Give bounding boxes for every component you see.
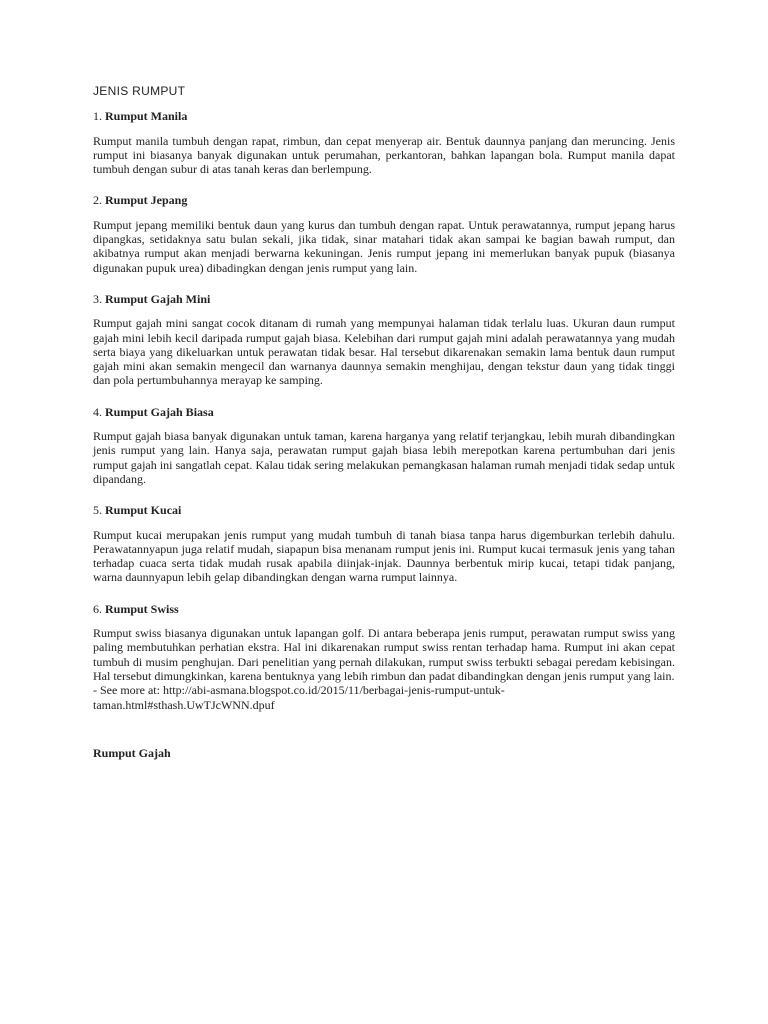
section-name: Rumput Gajah Biasa xyxy=(105,404,214,419)
section-heading xyxy=(93,109,675,123)
document-page xyxy=(93,84,675,760)
spacer xyxy=(93,712,675,746)
section-heading xyxy=(93,405,675,419)
section-number: 5. xyxy=(93,503,105,518)
section-heading xyxy=(93,503,675,517)
section-body: Rumput swiss biasanya digunakan untuk lapangan golf. Di antara beberapa jenis rumput, perawatan rumput swiss yang paling membutuhkan perhatian ekstra. Hal ini dikarenakan rumput swiss rentan terhadap hama. Rumput ini akan cepat tumbuh di musim penghujan. Dari penelitian yang pernah dilakukan, rumput swiss terbukti sebagai peredam kebisingan. Hal tersebut dimungkinkan, karena bentuknya yang lebih rimbun dan padat dibandingkan dengan jenis rumput yang lain. xyxy=(93,626,675,683)
section-number: 6. xyxy=(93,601,105,616)
section-number: 4. xyxy=(93,404,105,419)
section-body: Rumput gajah biasa banyak digunakan untuk taman, karena harganya yang relatif terjangkau, lebih murah dibandingkan jenis rumput yang lain. Hanya saja, perawatan rumput gajah biasa lebih merepotkan karena pertumbuhan dari jenis rumput gajah ini sangatlah cepat. Kalau tidak sering melakukan pemangkasan halaman rumah menjadi tidak sedap untuk dipandang. xyxy=(93,429,675,486)
final-heading: Rumput Gajah xyxy=(93,745,171,760)
section-body: Rumput gajah mini sangat cocok ditanam di rumah yang mempunyai halaman tidak terlalu luas. Ukuran daun rumput gajah mini lebih kecil daripada rumput gajah biasa. Kelebihan dari rumput gajah mini adalah perawatannya yang mudah serta biaya yang dikeluarkan untuk perawatan tidak besar. Hal tersebut dikarenakan semakin lama bentuk daun rumput gajah mini akan semakin mengecil dan warnanya daunnya semakin menghijau, dengan tekstur daun yang tidak tinggi dan pola pertumbuhannya merayap ke samping. xyxy=(93,316,675,388)
section-number: 2. xyxy=(93,193,105,208)
section-body: Rumput jepang memiliki bentuk daun yang kurus dan tumbuh dengan rapat. Untuk perawatannya, rumput jepang harus dipangkas, setidaknya satu bulan sekali, jika tidak, sinar matahari tidak akan sampai ke bagian bawah rumput, dan akibatnya rumput akan menjadi berwarna kekuningan. Jenis rumput jepang ini memerlukan banyak pupuk (biasanya digunakan pupuk urea) dibadingkan dengan jenis rumput yang lain. xyxy=(93,217,675,275)
section-number: 1. xyxy=(93,109,105,124)
section-name: Rumput Jepang xyxy=(105,193,188,208)
section-heading xyxy=(93,193,675,207)
section-number: 3. xyxy=(93,291,105,306)
section-heading xyxy=(93,292,675,306)
section-heading xyxy=(93,602,675,616)
section-name: Rumput Manila xyxy=(105,109,188,124)
document-title: JENIS RUMPUT xyxy=(93,84,186,98)
source-link-line-2: taman.html#sthash.UwTJcWNN.dpuf xyxy=(93,697,275,712)
source-link-line-1: - See more at: http://abi-asmana.blogspot.co.id/2015/11/berbagai-jenis-rumput-untuk- xyxy=(93,683,505,698)
section-name: Rumput Gajah Mini xyxy=(105,291,211,306)
section-body: Rumput manila tumbuh dengan rapat, rimbun, dan cepat menyerap air. Bentuk daunnya panjang dan meruncing. Jenis rumput ini biasanya banyak digunakan untuk perumahan, perkantoran, bahkan lapangan bola. Rumput manila dapat tumbuh dengan subur di atas tanah keras dan berlempung. xyxy=(93,133,675,177)
section-name: Rumput Kucai xyxy=(105,503,182,518)
section-name: Rumput Swiss xyxy=(105,601,179,616)
section-body: Rumput kucai merupakan jenis rumput yang mudah tumbuh di tanah biasa tanpa harus digemburkan terlebih dahulu. Perawatannyapun juga relatif mudah, siapapun bisa menanam rumput jenis ini. Rumput kucai termasuk jenis yang tahan terhadap cuaca serta tidak mudah rusak apabila diinjak-injak. Daunnya berbentuk mirip kucai, tetapi tidak panjang, warna daunnyapun lebih gelap dibandingkan dengan warna rumput lainnya. xyxy=(93,527,675,585)
